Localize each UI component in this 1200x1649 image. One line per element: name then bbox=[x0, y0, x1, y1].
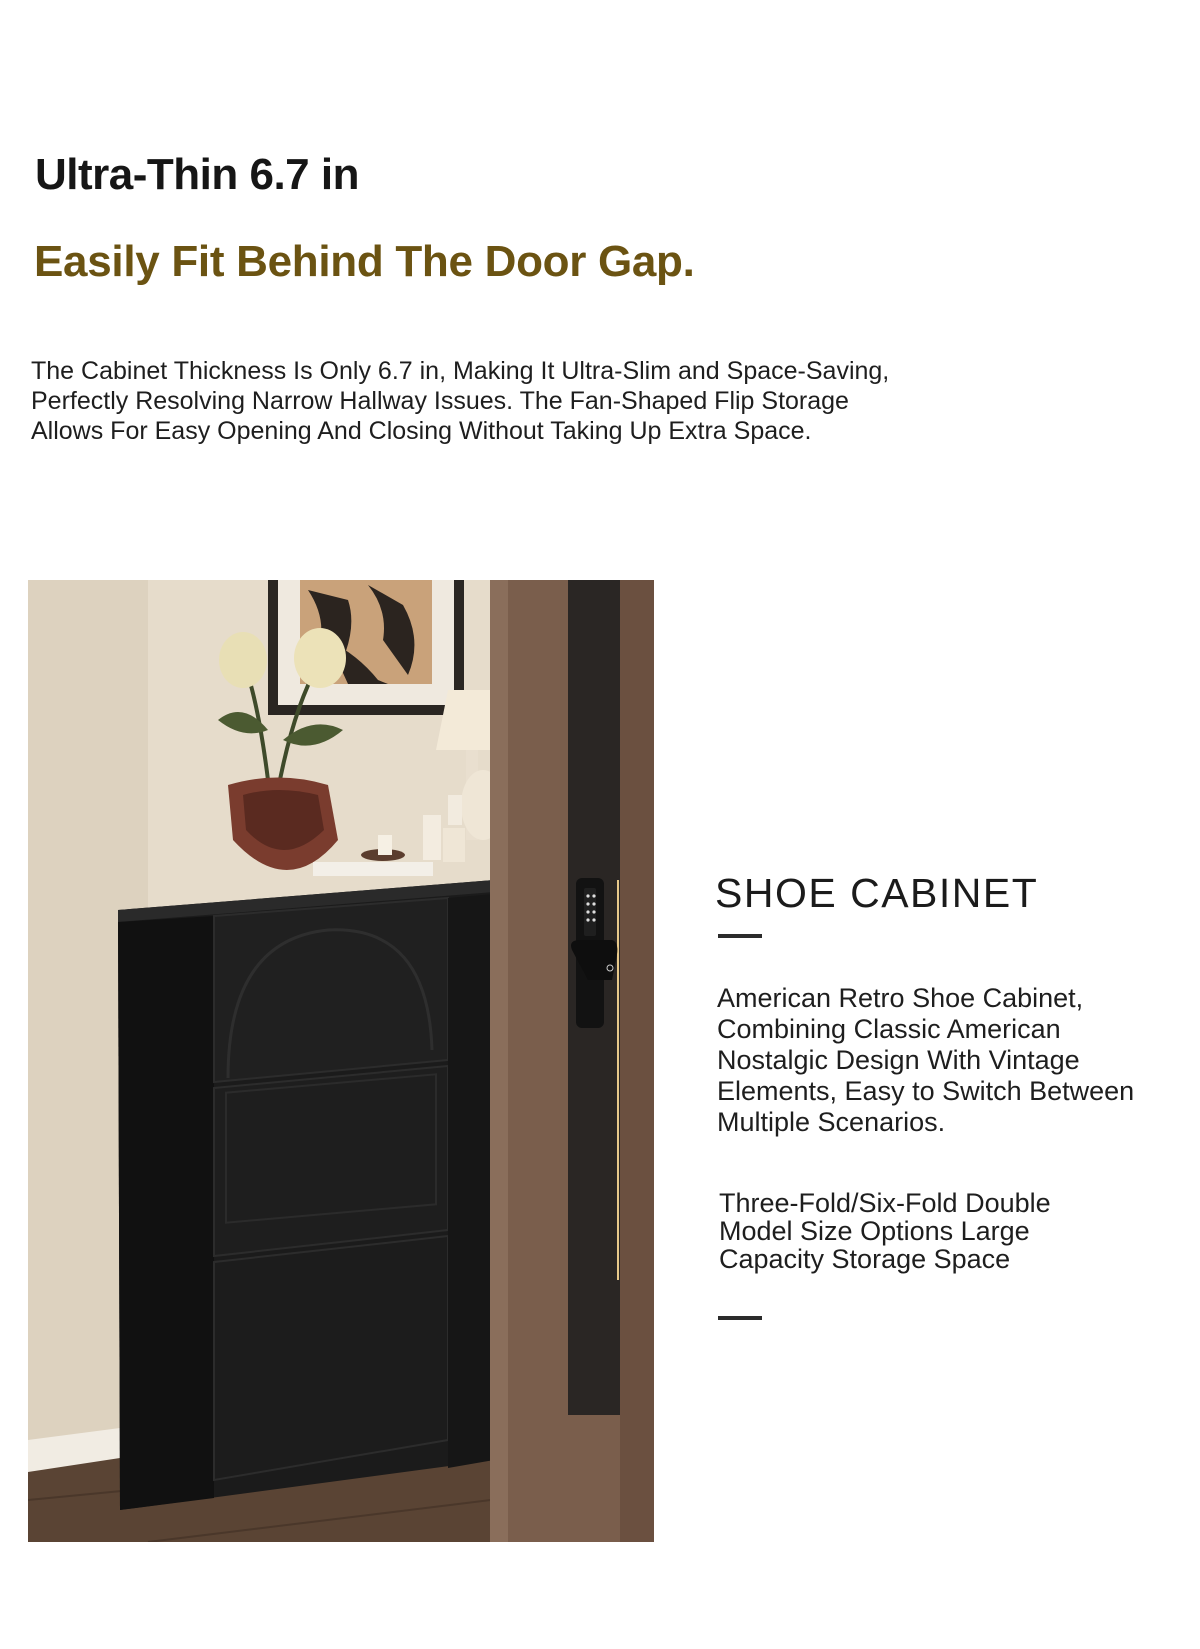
options-line: Capacity Storage Space bbox=[719, 1244, 1011, 1274]
description-line: American Retro Shoe Cabinet, bbox=[717, 983, 1084, 1013]
divider bbox=[718, 1316, 762, 1320]
description-line: Combining Classic American bbox=[717, 1014, 1061, 1044]
shoe-cabinet-photo bbox=[28, 580, 654, 1542]
intro-line: Allows For Easy Opening And Closing Without Taking Up Extra Space. bbox=[31, 417, 812, 445]
description-line: Nostalgic Design With Vintage bbox=[717, 1045, 1080, 1075]
shoe-cabinet-illustration bbox=[28, 580, 654, 1542]
subheadline: Easily Fit Behind The Door Gap. bbox=[34, 237, 695, 286]
headline: Ultra-Thin 6.7 in bbox=[35, 150, 359, 199]
size-options bbox=[719, 1189, 1189, 1273]
options-line: Model Size Options Large bbox=[719, 1216, 1030, 1246]
intro-line: Perfectly Resolving Narrow Hallway Issues. The Fan-Shaped Flip Storage bbox=[31, 387, 849, 415]
intro-paragraph bbox=[31, 356, 1031, 446]
options-line: Three-Fold/Six-Fold Double bbox=[719, 1188, 1051, 1218]
description-line: Elements, Easy to Switch Between bbox=[717, 1076, 1135, 1106]
description-line: Multiple Scenarios. bbox=[717, 1107, 946, 1137]
product-title: SHOE CABINET bbox=[715, 870, 1039, 916]
intro-line: The Cabinet Thickness Is Only 6.7 in, Making It Ultra-Slim and Space-Saving, bbox=[31, 357, 890, 385]
product-description bbox=[717, 983, 1187, 1138]
divider bbox=[718, 934, 762, 938]
